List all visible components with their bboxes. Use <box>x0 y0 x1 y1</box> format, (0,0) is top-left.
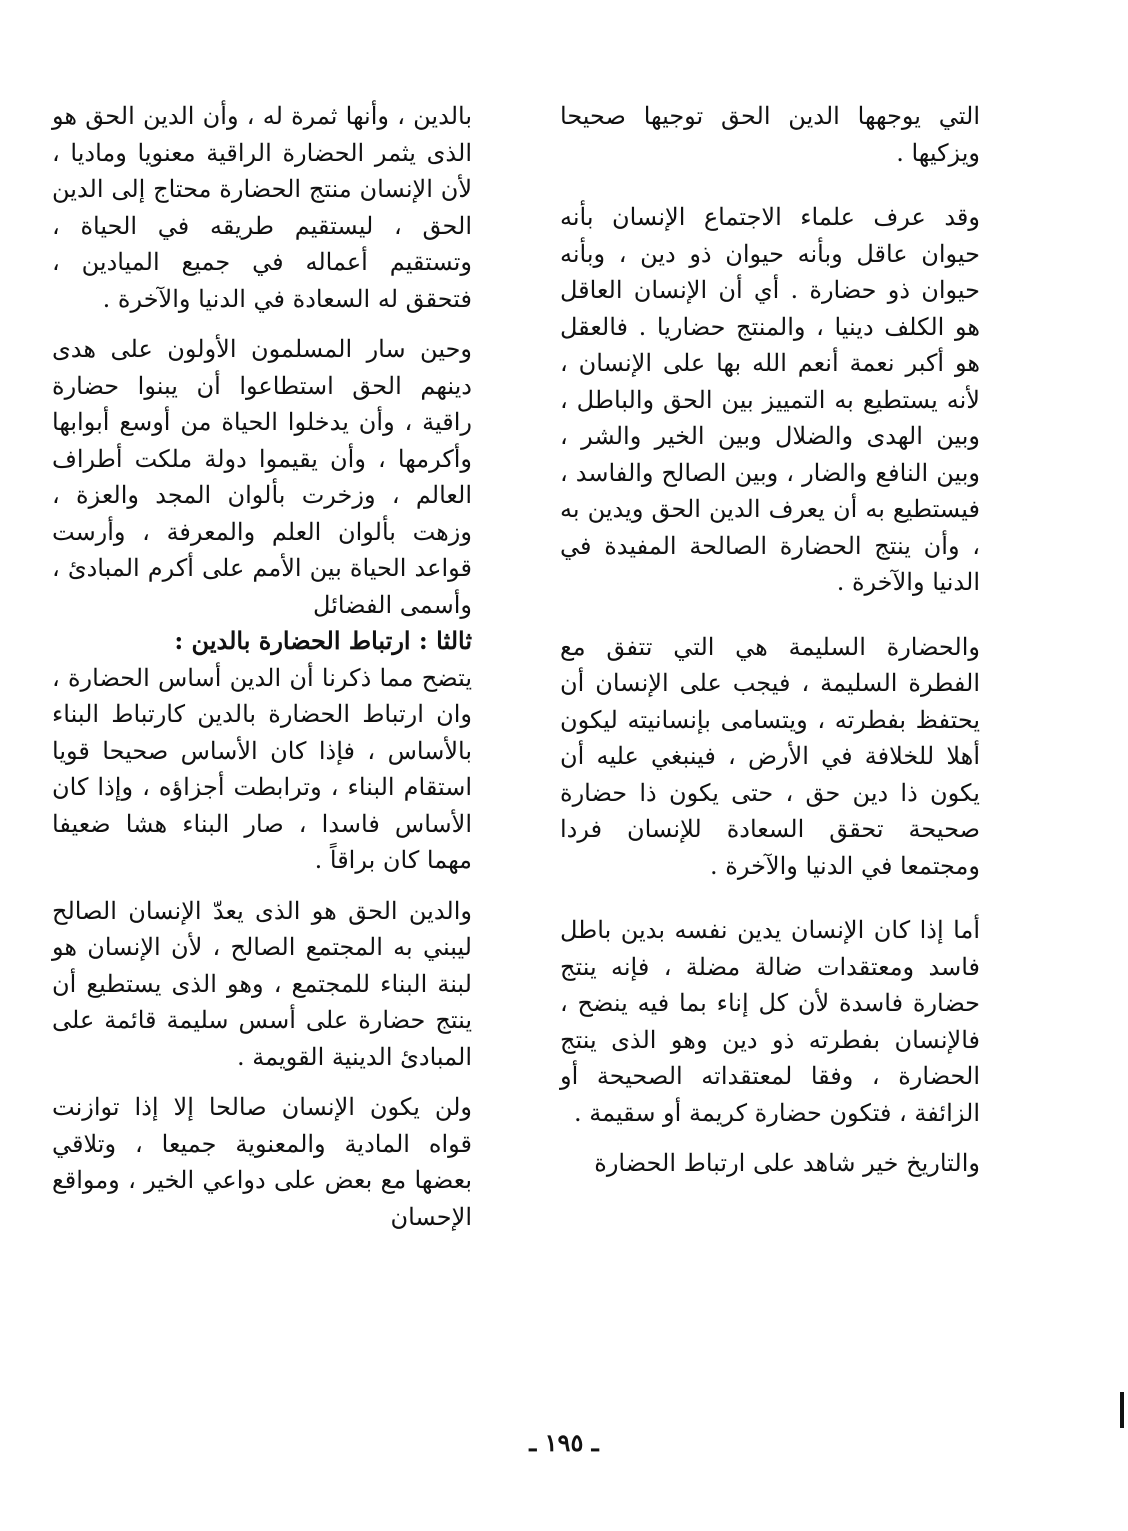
paragraph: والتاريخ خير شاهد على ارتباط الحضارة <box>594 1149 980 1177</box>
paragraph: أما إذا كان الإنسان يدين نفسه بدين باطل فاسد ومعتقدات ضالة مضلة ، فإنه ينتج حضارة فاسدة لأن كل إناء بما فيه ينضح ، فالإنسان بفطرته ذو دين وهو الذى ينتج الحضارة ، وفقا لمعتقداته الصحيحة أو الزائفة ، فتكون حضارة كريمة أو سقيمة . <box>560 916 980 1127</box>
paragraph: والحضارة السليمة هي التي تتفق مع الفطرة السليمة ، فيجب على الإنسان أن يحتفظ بفطرته ، ويتسامى بإنسانيته ليكون أهلا للخلافة في الأرض ، فينبغي عليه أن يكون ذا دين حق ، حتى يكون ذا حضارة صحيحة تحقق السعادة للإنسان فردا ومجتمعا في الدنيا والآخرة . <box>560 632 980 880</box>
paragraph: وقد عرف علماء الاجتماع الإنسان بأنه حيوان عاقل وبأنه حيوان ذو دين ، وبأنه حيوان ذو حضارة . أي أن الإنسان العاقل هو الكلف دينيا ، والمنتج حضاريا . فالعقل هو أكبر نعمة أنعم الله بها على الإنسان ، لأنه يستطيع به التمييز بين الحق والباطل ، وبين الهدى والضلال وبين الخير والشر ، وبين النافع والضار ، وبين الصالح والفاسد ، فيستطيع به أن يعرف الدين الحق ويدين به ، وأن ينتج الحضارة الصالحة المفيدة في الدنيا والآخرة . <box>560 203 981 596</box>
right-column <box>560 98 980 1182</box>
paragraph: والدين الحق هو الذى يعدّ الإنسان الصالح ليبني به المجتمع الصالح ، لأن الإنسان هو لبنة البناء للمجتمع ، وهو الذى يستطيع أن ينتج حضارة على أسس سليمة قائمة على المبادئ الدينية القويمة . <box>52 896 472 1071</box>
paragraph: ولن يكون الإنسان صالحا إلا إذا توازنت قواه المادية والمعنوية جميعا ، وتلاقي بعضها مع بعض على دواعي الخير ، ومواقع الإحسان <box>52 1093 472 1231</box>
paragraph: التي يوجهها الدين الحق توجيها صحيحا ويزكيها . <box>560 102 980 167</box>
page-number: ـ ١٩٥ ـ <box>529 1428 599 1457</box>
page-edge-mark <box>1120 1392 1124 1428</box>
paragraph: وحين سار المسلمون الأولون على هدى دينهم الحق استطاعوا أن يبنوا حضارة راقية ، وأن يدخلوا الحياة من أوسع أبوابها وأكرمها ، وأن يقيموا دولة ملكت أطراف العالم ، وزخرت بألوان المجد والعزة ، وزهت بألوان العلم والمعرفة ، وأرست قواعد الحياة بين الأمم على أكرم المبادئ ، وأسمى الفضائل <box>52 335 472 619</box>
paragraph: يتضح مما ذكرنا أن الدين أساس الحضارة ، وان ارتباط الحضارة بالدين كارتباط البناء بالأساس ، فإذا كان الأساس صحيحا قويا استقام البناء ، وترابطت أجزاؤه ، وإذا كان الأساس فاسدا ، صار البناء هشا ضعيفا مهما كان براقاً . <box>52 663 472 874</box>
section-heading: ثالثا : ارتباط الحضارة بالدين : <box>174 626 472 655</box>
paragraph: بالدين ، وأنها ثمرة له ، وأن الدين الحق هو الذى يثمر الحضارة الراقية معنويا وماديا ، لأن الإنسان منتج الحضارة محتاج إلى الدين الحق ، ليستقيم طريقه في الحياة ، وتستقيم أعماله في جميع الميادين ، فتحقق له السعادة في الدنيا والآخرة . <box>52 102 472 313</box>
left-column <box>52 98 472 1235</box>
